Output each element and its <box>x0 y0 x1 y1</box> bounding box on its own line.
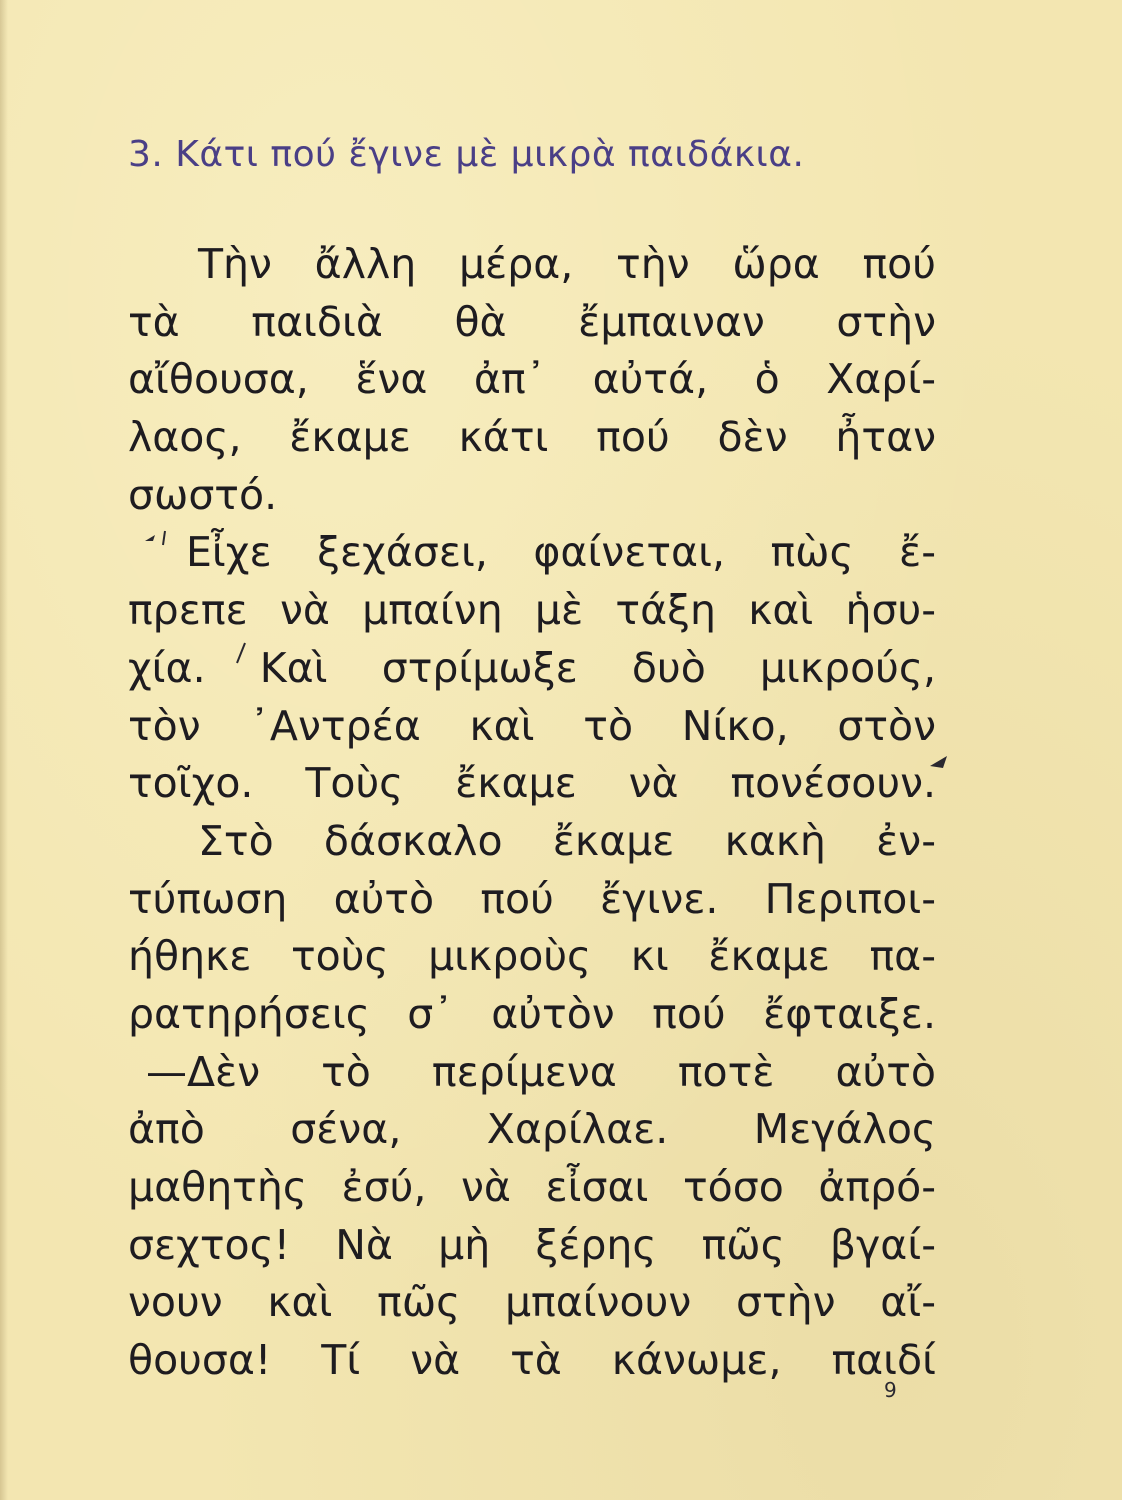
chapter-title: 3. Κάτι πού ἔγινε μὲ μικρὰ παιδάκια. <box>128 134 805 175</box>
text-line: ήθηκε τοὺς μικροὺς κι ἔκαμε πα- <box>128 932 936 981</box>
text-line: θουσα! Τί νὰ τὰ κάνωμε, παιδί <box>128 1336 936 1385</box>
text-line: ἀπὸ σένα, Χαρίλαε. Μεγάλος <box>128 1105 936 1154</box>
body-text <box>128 236 936 1390</box>
text-line: αἴθουσα, ἕνα ἀπ᾿ αὐτά, ὁ Χαρί- <box>128 355 936 404</box>
text-line: Στὸ δάσκαλο ἔκαμε κακὴ ἐν- <box>198 816 936 865</box>
text-line: Τὴν ἄλλη μέρα, τὴν ὥρα πού <box>198 240 936 288</box>
pencil-slash-icon <box>231 640 251 666</box>
page-edge-shadow <box>0 0 8 1500</box>
text-line: τοῖχο. Τοὺς ἔκαμε νὰ πονέσουν. <box>128 759 936 808</box>
text-line: σωστό. <box>128 470 278 519</box>
text-line: τὰ παιδιὰ θὰ ἔμπαιναν στὴν <box>128 297 936 346</box>
text-line: τύπωση αὐτὸ πού ἔγινε. Περιποι- <box>128 874 936 923</box>
text-line: χία. Καὶ στρίμωξε δυὸ μικρούς, <box>128 643 936 692</box>
text-line: τὸν ᾿Αντρέα καὶ τὸ Νίκο, στὸν <box>128 701 936 750</box>
text-line: πρεπε νὰ μπαίνη μὲ τάξη καὶ ἡσυ- <box>128 586 936 635</box>
text-line: νουν καὶ πῶς μπαίνουν στὴν αἴ- <box>128 1278 936 1327</box>
pencil-mark-end-icon <box>927 752 953 772</box>
text-line: μαθητὴς ἐσύ, νὰ εἶσαι τόσο ἀπρό- <box>128 1163 936 1211</box>
pencil-mark-icon <box>143 527 183 551</box>
page-number: 9 <box>884 1378 897 1402</box>
text-line: —Δὲν τὸ περίμενα ποτὲ αὐτὸ <box>146 1047 936 1096</box>
text-line: σεχτος! Νὰ μὴ ξέρης πῶς βγαί- <box>128 1220 936 1269</box>
text-line: λαος, ἔκαμε κάτι πού δὲν ἦταν <box>128 413 936 462</box>
text-line: Εἶχε ξεχάσει, φαίνεται, πὼς ἔ- <box>186 528 936 577</box>
text-line: ρατηρήσεις σ᾿ αὐτὸν πού ἔφταιξε. <box>128 989 936 1038</box>
